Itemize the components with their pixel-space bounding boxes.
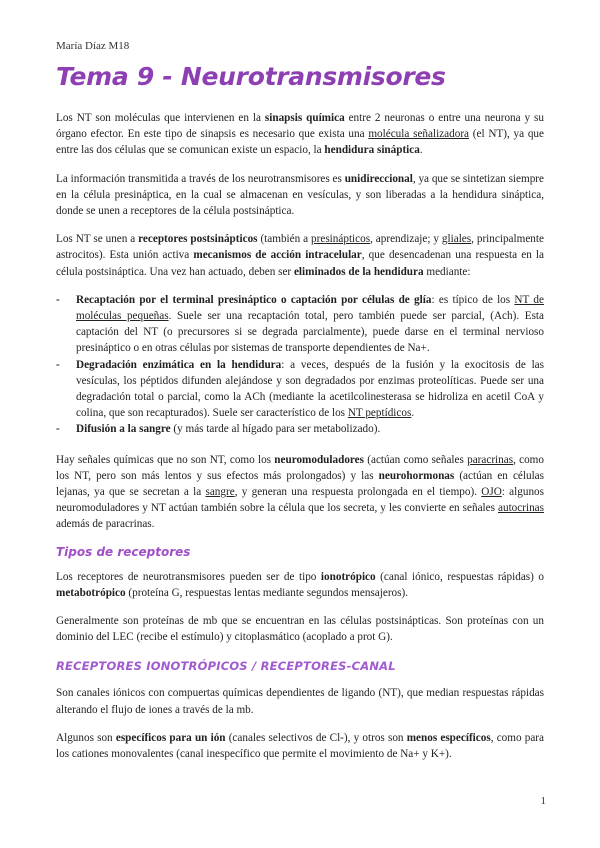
paragraph-receptor-types: Los receptores de neurotransmisores pueden ser de tipo ionotrópico (canal iónico, respuestas rápidas) o metabotrópico (proteína G, respuestas lentas mediante segundos mensajeros). (56, 570, 544, 599)
paragraph-ion-channels: Son canales iónicos con compuertas químicas dependientes de ligando (NT), que median respuestas rápidas alterando el flujo de iones a través de la mb. (56, 687, 544, 716)
elimination-list (56, 292, 544, 438)
document-body (56, 110, 544, 774)
page-number: 1 (540, 795, 546, 807)
page-title: Tema 9 - Neurotransmisores (56, 62, 446, 91)
paragraph-receptors: Los NT se unen a receptores postsinápticos (también a presinápticos, aprendizaje; y gliales, principalmente astrocitos). Esta unión activa mecanismos de acción intracelular, que desencadenan una respuesta en la célula postsináptica. Una vez han actuado, deben ser eliminados de la hendidura mediante: (56, 233, 544, 278)
list-item-degradation: - Degradación enzimática en la hendidura: a veces, después de la fusión y la exocitosis de las vesículas, los péptidos difunden alejándose y son degradados por enzimas proteolíticas. Puede ser una degradación total o parcial, como la ACh (mediante la acetilcolinesterasa se hidroliza en acetil CoA y colina, que son recapturados). Suele ser característico de los NT peptídicos. (56, 358, 545, 420)
paragraph-neuromodulators: Hay señales químicas que no son NT, como los neuromoduladores (actúan como señales paracrinas, como los NT, pero son más lentos y sus efectos más prolongados) y las neurohormonas (actúan en células lejanas, ya que se secretan a la sangre, y generan una respuesta prolongada en el tiempo). OJO: algunos neuromoduladores y NT actúan también sobre la célula que los secreta, y les convierte en señales autocrinas además de paracrinas. (56, 453, 545, 531)
paragraph-unidirectional: La información transmitida a través de los neurotransmisores es unidireccional, ya que se sintetizan siempre en la célula presináptica, en la cual se almacenan en vesículas, y son liberadas a la hendidura sináptica, donde se unen a receptores de la célula postsináptica. (56, 172, 544, 218)
list-item-reuptake: - Recaptación por el terminal presináptico o captación por células de glía: es típico de los NT de moléculas pequeñas. Suele ser una recaptación total, pero también puede ser parcial, (Ach). Esta captación del NT (o precursores si se degrada parcialmente), puede darse en el terminal nervioso presináptico o en otras células por sistemas de transporte dependientes de Na+. (56, 293, 544, 355)
section-heading-receptor-types: Tipos de receptores (56, 544, 191, 559)
paragraph-intro: Los NT son moléculas que intervienen en la sinapsis química entre 2 neuronas o entre una neurona y su órgano efector. En este tipo de sinapsis es necesario que exista una molécula señalizadora (el NT), ya que entre las dos células que se comunican existe un espacio, la hendidura sináptica. (56, 112, 544, 157)
paragraph-specificity: Algunos son específicos para un ión (canales selectivos de Cl-), y otros son menos específicos, como para los cationes monovalentes (canal inespecífico que permite el movimiento de Na+ y K+). (56, 731, 544, 761)
author-header: María Díaz M18 (56, 40, 130, 52)
paragraph-membrane-proteins: Generalmente son proteínas de mb que se encuentran en las células postsinápticas. Son proteínas con un dominio del LEC (recibe el estímulo) y citoplasmático (acoplado a prot G). (56, 615, 544, 644)
list-item-diffusion: - Difusión a la sangre (y más tarde al hígado para ser metabolizado). (56, 423, 381, 436)
section-heading-ionotropic: RECEPTORES IONOTRÓPICOS / RECEPTORES-CANAL (56, 659, 396, 674)
